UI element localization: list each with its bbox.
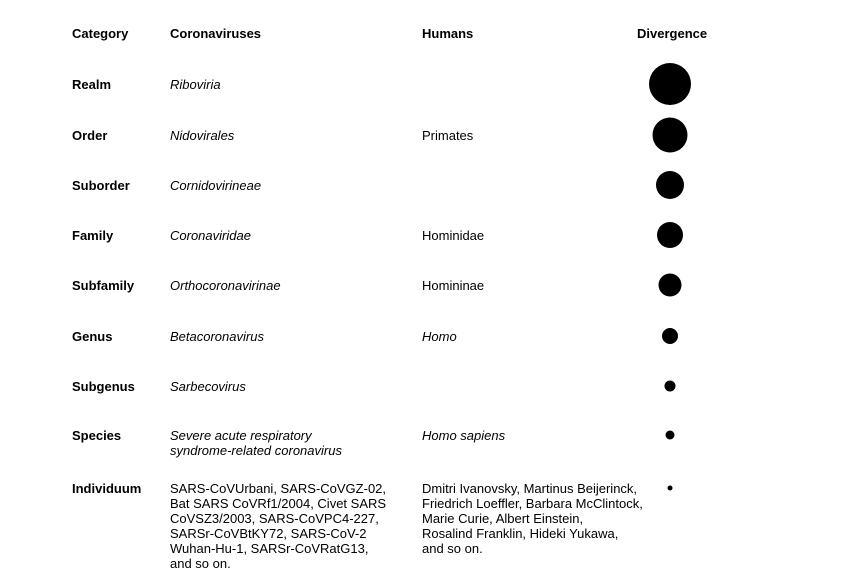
coronaviruses-cell (170, 428, 422, 458)
text-line: Bat SARS CoVRf1/2004, Civet SARS (170, 496, 387, 511)
category-label: Order (72, 128, 108, 143)
text-line: and so on. (170, 556, 231, 571)
humans-cell (422, 481, 657, 556)
category-label: Suborder (72, 178, 130, 193)
divergence-dot (653, 118, 688, 153)
divergence-dot (662, 328, 678, 344)
divergence-dot (657, 222, 683, 248)
category-label: Genus (72, 329, 113, 344)
coronaviruses-cell: Cornidovirineae (170, 178, 262, 193)
header-coronaviruses: Coronaviruses (170, 26, 262, 41)
text-line: Wuhan-Hu-1, SARSr-CoVRatG13, (170, 541, 369, 556)
category-label: Individuum (72, 481, 142, 496)
divergence-dot (656, 171, 684, 199)
category-label: Subfamily (72, 278, 135, 293)
text-line: SARS-CoVUrbani, SARS-CoVGZ-02, (170, 481, 387, 496)
text-line: Rosalind Franklin, Hideki Yukawa, (422, 526, 619, 541)
coronaviruses-cell: Nidovirales (170, 128, 235, 143)
divergence-dot (665, 381, 676, 392)
divergence-dot (666, 431, 675, 440)
text-line: syndrome-related coronavirus (170, 443, 342, 458)
humans-cell: Homo sapiens (422, 428, 506, 443)
divergence-dot (659, 274, 682, 297)
text-line: Dmitri Ivanovsky, Martinus Beijerinck, (422, 481, 638, 496)
text-line: Severe acute respiratory (170, 428, 312, 443)
category-label: Family (72, 228, 114, 243)
humans-cell: Primates (422, 128, 474, 143)
coronaviruses-cell: Riboviria (170, 77, 221, 92)
text-line: and so on. (422, 541, 483, 556)
humans-cell: Hominidae (422, 228, 485, 243)
header-category: Category (72, 26, 129, 41)
header-divergence: Divergence (637, 26, 708, 41)
divergence-dot (649, 63, 691, 105)
coronaviruses-cell: Orthocoronavirinae (170, 278, 281, 293)
text-line: CoVSZ3/2003, SARS-CoVPC4-227, (170, 511, 379, 526)
text-line: Friedrich Loeffler, Barbara McClintock, (422, 496, 643, 511)
coronaviruses-cell: Sarbecovirus (170, 379, 246, 394)
category-label: Species (72, 428, 122, 443)
coronaviruses-cell: Coronaviridae (170, 228, 251, 243)
humans-cell: Homininae (422, 278, 485, 293)
text-line: SARSr-CoVBtKY72, SARS-CoV-2 (170, 526, 367, 541)
humans-cell: Homo (422, 329, 457, 344)
coronaviruses-cell (170, 481, 422, 571)
category-label: Subgenus (72, 379, 135, 394)
divergence-dot (668, 486, 673, 491)
text-line: Marie Curie, Albert Einstein, (422, 511, 584, 526)
header-humans: Humans (422, 26, 474, 41)
category-label: Realm (72, 77, 112, 92)
coronaviruses-cell: Betacoronavirus (170, 329, 264, 344)
